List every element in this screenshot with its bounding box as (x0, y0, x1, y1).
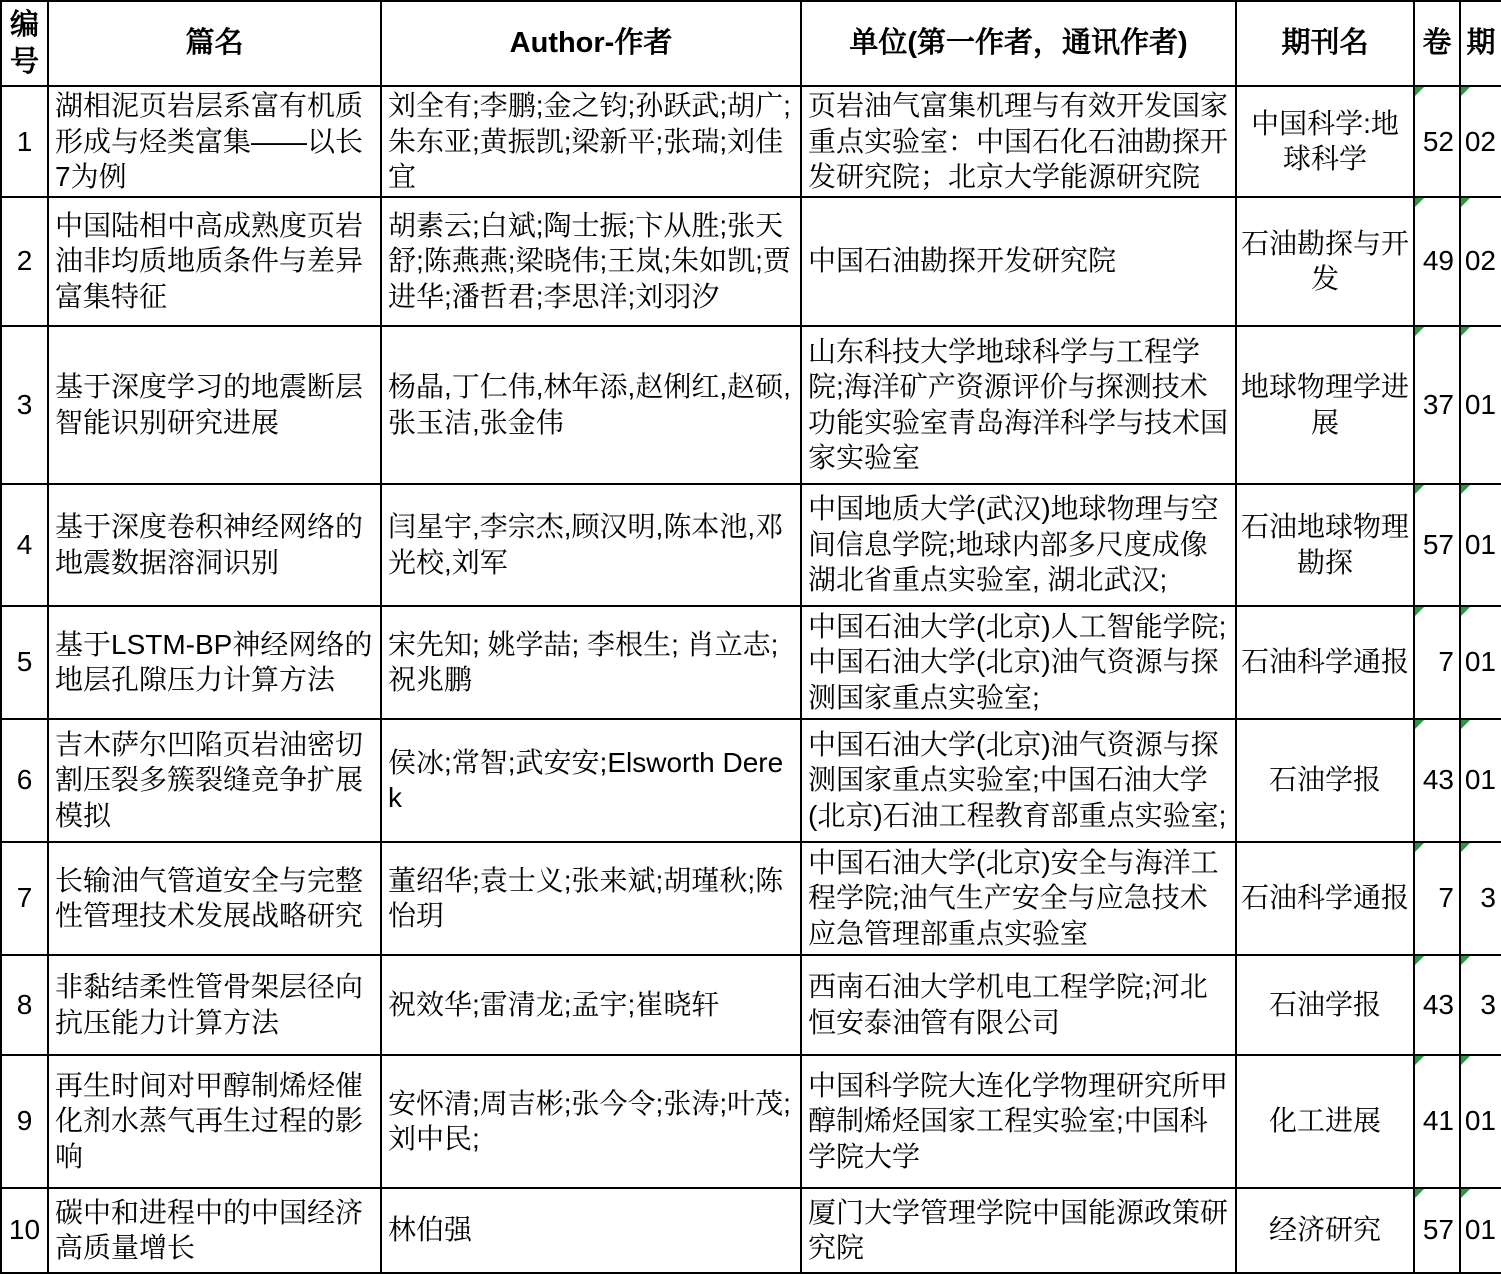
header-volume[interactable]: 卷 (1414, 1, 1460, 86)
papers-table-body (1, 86, 1501, 1273)
affiliation-cell[interactable]: 中国石油大学(北京)油气资源与探测国家重点实验室;中国石油大学(北京)石油工程教育部重点实验室; (801, 719, 1236, 842)
journal-cell[interactable]: 石油勘探与开发 (1236, 197, 1414, 326)
row-number-cell[interactable]: 9 (1, 1055, 48, 1188)
title-cell[interactable]: 基于LSTM-BP神经网络的地层孔隙压力计算方法 (48, 606, 381, 719)
volume-cell[interactable] (1414, 606, 1460, 719)
header-journal[interactable]: 期刊名 (1236, 1, 1414, 86)
number-as-text-flag-icon (1415, 607, 1424, 616)
authors-cell[interactable]: 祝效华;雷清龙;孟宇;崔晓轩 (381, 955, 801, 1055)
number-as-text-flag-icon (1461, 720, 1470, 729)
volume-cell-value: 52 (1422, 125, 1454, 157)
authors-cell[interactable]: 林伯强 (381, 1188, 801, 1273)
volume-cell[interactable] (1414, 197, 1460, 326)
volume-cell[interactable] (1414, 842, 1460, 955)
row-number-cell[interactable]: 2 (1, 197, 48, 326)
number-as-text-flag-icon (1415, 956, 1424, 965)
paper-row (1, 86, 1501, 197)
issue-cell[interactable] (1460, 197, 1501, 326)
paper-row (1, 842, 1501, 955)
volume-cell-value: 49 (1422, 245, 1454, 277)
paper-row (1, 197, 1501, 326)
issue-cell-value: 01 (1464, 1214, 1496, 1246)
issue-cell-value: 3 (1480, 882, 1496, 914)
number-as-text-flag-icon (1415, 720, 1424, 729)
paper-row (1, 719, 1501, 842)
affiliation-cell[interactable]: 中国石油大学(北京)人工智能学院;中国石油大学(北京)油气资源与探测国家重点实验室; (801, 606, 1236, 719)
volume-cell-value: 37 (1422, 388, 1454, 420)
journal-cell[interactable]: 石油科学通报 (1236, 606, 1414, 719)
journal-cell[interactable]: 经济研究 (1236, 1188, 1414, 1273)
issue-cell[interactable] (1460, 955, 1501, 1055)
journal-cell[interactable]: 地球物理学进展 (1236, 326, 1414, 484)
paper-row (1, 484, 1501, 606)
title-cell[interactable]: 碳中和进程中的中国经济高质量增长 (48, 1188, 381, 1273)
authors-cell[interactable]: 闫星宇,李宗杰,顾汉明,陈本池,邓光校,刘军 (381, 484, 801, 606)
affiliation-cell[interactable]: 中国石油大学(北京)安全与海洋工程学院;油气生产安全与应急技术应急管理部重点实验室 (801, 842, 1236, 955)
header-row (1, 1, 1501, 86)
affiliation-cell[interactable]: 山东科技大学地球科学与工程学院;海洋矿产资源评价与探测技术功能实验室青岛海洋科学与技术国家实验室 (801, 326, 1236, 484)
row-number-cell[interactable]: 8 (1, 955, 48, 1055)
volume-cell-value: 7 (1438, 646, 1454, 678)
authors-cell[interactable]: 杨晶,丁仁伟,林年添,赵俐红,赵硕,张玉洁,张金伟 (381, 326, 801, 484)
papers-table-header (1, 1, 1501, 86)
issue-cell[interactable] (1460, 86, 1501, 197)
title-cell[interactable]: 中国陆相中高成熟度页岩油非均质地质条件与差异富集特征 (48, 197, 381, 326)
volume-cell[interactable] (1414, 1055, 1460, 1188)
affiliation-cell[interactable]: 中国科学院大连化学物理研究所甲醇制烯烃国家工程实验室;中国科学院大学 (801, 1055, 1236, 1188)
authors-cell[interactable]: 刘全有;李鹏;金之钧;孙跃武;胡广;朱东亚;黄振凯;梁新平;张瑞;刘佳宜 (381, 86, 801, 197)
title-cell[interactable]: 非黏结柔性管骨架层径向抗压能力计算方法 (48, 955, 381, 1055)
volume-cell[interactable] (1414, 719, 1460, 842)
row-number-cell[interactable]: 3 (1, 326, 48, 484)
number-as-text-flag-icon (1415, 87, 1424, 96)
volume-cell[interactable] (1414, 484, 1460, 606)
header-affiliation[interactable]: 单位(第一作者，通讯作者) (801, 1, 1236, 86)
journal-cell[interactable]: 石油学报 (1236, 955, 1414, 1055)
paper-row (1, 1055, 1501, 1188)
journal-cell[interactable]: 化工进展 (1236, 1055, 1414, 1188)
issue-cell[interactable] (1460, 606, 1501, 719)
number-as-text-flag-icon (1415, 327, 1424, 336)
title-cell[interactable]: 湖相泥页岩层系富有机质形成与烃类富集——以长7为例 (48, 86, 381, 197)
issue-cell-value: 01 (1464, 764, 1496, 796)
volume-cell-value: 43 (1422, 764, 1454, 796)
number-as-text-flag-icon (1461, 198, 1470, 207)
volume-cell[interactable] (1414, 1188, 1460, 1273)
volume-cell-value: 7 (1438, 882, 1454, 914)
number-as-text-flag-icon (1461, 1189, 1470, 1198)
issue-cell-value: 02 (1464, 245, 1496, 277)
authors-cell[interactable]: 董绍华;袁士义;张来斌;胡瑾秋;陈怡玥 (381, 842, 801, 955)
affiliation-cell[interactable]: 页岩油气富集机理与有效开发国家重点实验室：中国石化石油勘探开发研究院；北京大学能源研究院 (801, 86, 1236, 197)
number-as-text-flag-icon (1461, 607, 1470, 616)
number-as-text-flag-icon (1415, 1189, 1424, 1198)
number-as-text-flag-icon (1415, 1056, 1424, 1065)
number-as-text-flag-icon (1415, 843, 1424, 852)
volume-cell[interactable] (1414, 326, 1460, 484)
journal-cell[interactable]: 中国科学:地球科学 (1236, 86, 1414, 197)
row-number-cell[interactable]: 4 (1, 484, 48, 606)
journal-cell[interactable]: 石油科学通报 (1236, 842, 1414, 955)
row-number-cell[interactable]: 5 (1, 606, 48, 719)
volume-cell-value: 43 (1422, 988, 1454, 1020)
row-number-cell[interactable]: 10 (1, 1188, 48, 1273)
issue-cell[interactable] (1460, 719, 1501, 842)
issue-cell[interactable] (1460, 326, 1501, 484)
title-cell[interactable]: 吉木萨尔凹陷页岩油密切割压裂多簇裂缝竞争扩展模拟 (48, 719, 381, 842)
paper-row (1, 1188, 1501, 1273)
issue-cell-value: 01 (1464, 1105, 1496, 1137)
authors-cell[interactable]: 侯冰;常智;武安安;Elsworth Derek (381, 719, 801, 842)
journal-cell[interactable]: 石油学报 (1236, 719, 1414, 842)
authors-cell[interactable]: 安怀清;周吉彬;张今令;张涛;叶茂;刘中民; (381, 1055, 801, 1188)
volume-cell-value: 57 (1422, 1214, 1454, 1246)
number-as-text-flag-icon (1461, 843, 1470, 852)
number-as-text-flag-icon (1461, 485, 1470, 494)
authors-cell[interactable]: 胡素云;白斌;陶士振;卞从胜;张天舒;陈燕燕;梁晓伟;王岚;朱如凯;贾进华;潘哲君;李思洋;刘羽汐 (381, 197, 801, 326)
number-as-text-flag-icon (1461, 327, 1470, 336)
number-as-text-flag-icon (1415, 485, 1424, 494)
header-title[interactable]: 篇名 (48, 1, 381, 86)
affiliation-cell[interactable]: 厦门大学管理学院中国能源政策研究院 (801, 1188, 1236, 1273)
header-issue[interactable]: 期 (1460, 1, 1501, 86)
issue-cell-value: 3 (1480, 988, 1496, 1020)
issue-cell[interactable] (1460, 842, 1501, 955)
issue-cell[interactable] (1460, 1055, 1501, 1188)
title-cell[interactable]: 再生时间对甲醇制烯烃催化剂水蒸气再生过程的影响 (48, 1055, 381, 1188)
paper-row (1, 326, 1501, 484)
row-number-cell[interactable]: 7 (1, 842, 48, 955)
volume-cell-value: 57 (1422, 528, 1454, 560)
issue-cell[interactable] (1460, 484, 1501, 606)
paper-row (1, 606, 1501, 719)
number-as-text-flag-icon (1461, 1056, 1470, 1065)
title-cell[interactable]: 基于深度卷积神经网络的地震数据溶洞识别 (48, 484, 381, 606)
affiliation-cell[interactable]: 西南石油大学机电工程学院;河北恒安泰油管有限公司 (801, 955, 1236, 1055)
affiliation-cell[interactable]: 中国石油勘探开发研究院 (801, 197, 1236, 326)
affiliation-cell[interactable]: 中国地质大学(武汉)地球物理与空间信息学院;地球内部多尺度成像湖北省重点实验室, 湖北武汉; (801, 484, 1236, 606)
journal-cell[interactable]: 石油地球物理勘探 (1236, 484, 1414, 606)
issue-cell[interactable] (1460, 1188, 1501, 1273)
header-authors[interactable]: Author-作者 (381, 1, 801, 86)
issue-cell-value: 01 (1464, 388, 1496, 420)
issue-cell-value: 01 (1464, 528, 1496, 560)
issue-cell-value: 01 (1464, 646, 1496, 678)
number-as-text-flag-icon (1461, 956, 1470, 965)
volume-cell[interactable] (1414, 86, 1460, 197)
authors-cell[interactable]: 宋先知; 姚学喆; 李根生; 肖立志; 祝兆鹏 (381, 606, 801, 719)
number-as-text-flag-icon (1415, 198, 1424, 207)
row-number-cell[interactable]: 1 (1, 86, 48, 197)
paper-row (1, 955, 1501, 1055)
number-as-text-flag-icon (1461, 87, 1470, 96)
row-number-cell[interactable]: 6 (1, 719, 48, 842)
volume-cell-value: 41 (1422, 1105, 1454, 1137)
title-cell[interactable]: 基于深度学习的地震断层智能识别研究进展 (48, 326, 381, 484)
header-row-number[interactable]: 编号 (1, 1, 48, 86)
volume-cell[interactable] (1414, 955, 1460, 1055)
title-cell[interactable]: 长输油气管道安全与完整性管理技术发展战略研究 (48, 842, 381, 955)
issue-cell-value: 02 (1464, 125, 1496, 157)
